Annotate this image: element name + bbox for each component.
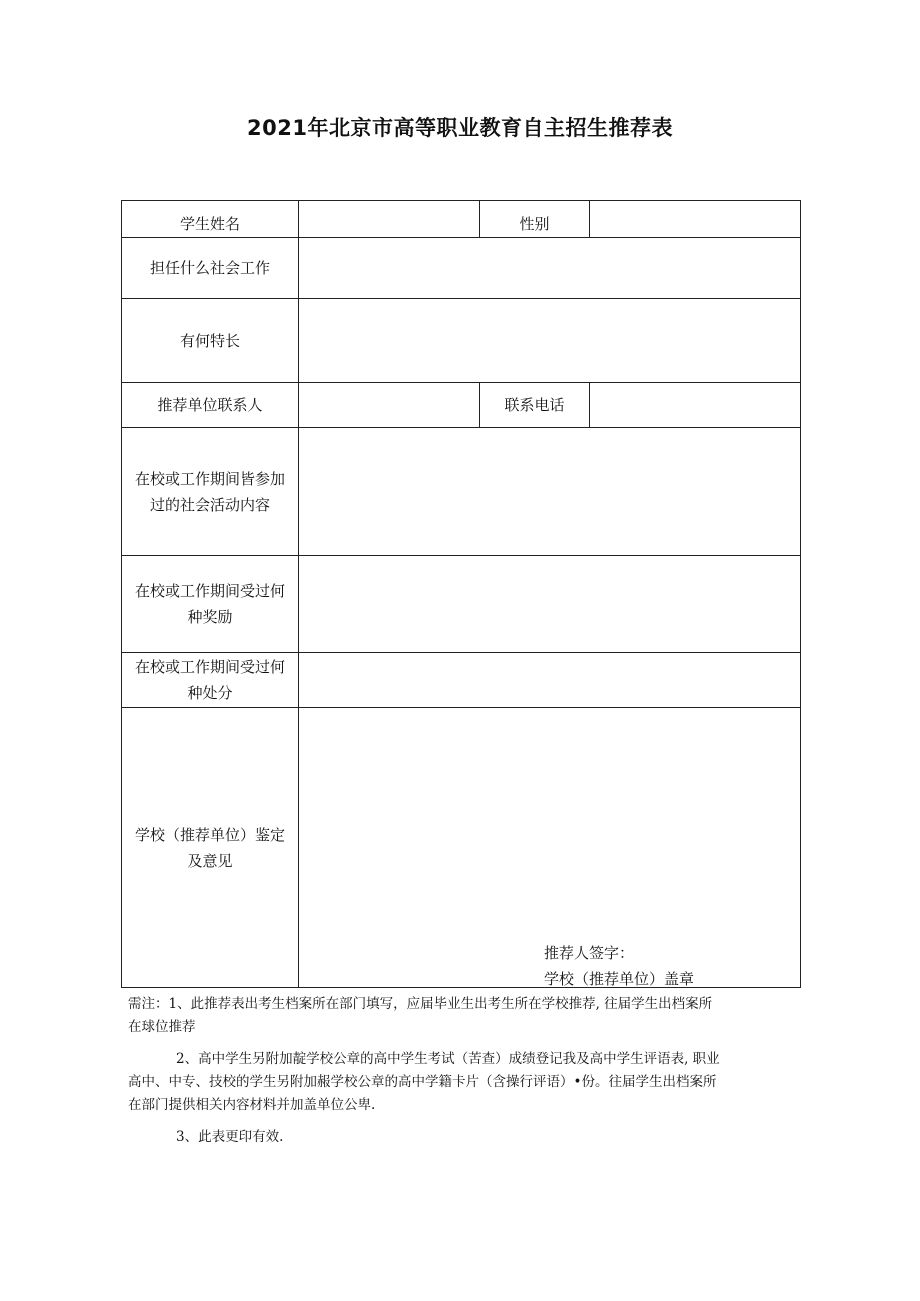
punishment-label-line1: 在校或工作期间受过何	[134, 658, 285, 676]
contact-person-field[interactable]	[299, 383, 480, 428]
seal-label: 学校（推荐单位）盖章	[544, 970, 695, 988]
activities-label-line1: 在校或工作期间皆参加	[134, 469, 285, 488]
specialty-field[interactable]	[299, 299, 801, 383]
notes-section	[128, 993, 818, 1149]
table-row	[122, 556, 801, 653]
specialty-label: 有何特长	[122, 299, 299, 383]
table-row	[122, 238, 801, 299]
gender-label: 性别	[480, 201, 590, 238]
social-work-label: 担任什么社会工作	[122, 238, 299, 299]
activities-label	[122, 428, 299, 556]
note-2-line-1: 2、高中学生另附加靛学校公章的高中学生考试（苦查）成绩登记我及高中学生评语表, 职业	[176, 1051, 720, 1067]
note-1-line-1: 需注：1、此推荐表出考生档案所在部门填写，应届毕业生出考生所在学校推荐, 往届学生出档案所	[128, 996, 713, 1012]
awards-label-line1: 在校或工作期间受过何	[134, 582, 285, 600]
opinion-label-line1: 学校（推荐单位）鉴定	[134, 825, 285, 844]
awards-field[interactable]	[299, 556, 801, 653]
punishment-label	[122, 653, 299, 708]
awards-label	[122, 556, 299, 653]
awards-label-line2: 种奖励	[187, 608, 233, 626]
student-name-label: 学生姓名	[122, 201, 299, 238]
phone-label: 联系电话	[480, 383, 590, 428]
note-2-line-3: 在部门提供相关内容材料并加盖单位公卑.	[128, 1097, 376, 1113]
activities-field[interactable]	[299, 428, 801, 556]
activities-label-line2: 过的社会活动内容	[149, 495, 270, 514]
opinion-label	[122, 708, 299, 988]
opinion-label-line2: 及意见	[187, 851, 233, 870]
gender-field[interactable]	[590, 201, 801, 238]
table-row	[122, 653, 801, 708]
table-row	[122, 299, 801, 383]
recommendation-form-table	[121, 200, 801, 988]
contact-person-label: 推荐单位联系人	[122, 383, 299, 428]
table-row	[122, 708, 801, 988]
social-work-field[interactable]	[299, 238, 801, 299]
punishment-label-line2: 种处分	[187, 684, 233, 702]
note-1-line-2: 在球位推荐	[128, 1019, 196, 1035]
note-3: 3、此表更印有效.	[176, 1129, 284, 1145]
phone-field[interactable]	[590, 383, 801, 428]
table-row	[122, 428, 801, 556]
note-2-line-2: 高中、中专、技校的学生另附加赧学校公章的高中学籍卡片（含操行评语）•份。往届学生出档案所	[128, 1074, 717, 1090]
table-row	[122, 201, 801, 238]
table-row	[122, 383, 801, 428]
student-name-field[interactable]	[299, 201, 480, 238]
punishment-field[interactable]	[299, 653, 801, 708]
signature-label: 推荐人签字：	[544, 944, 635, 962]
page-title: 2021年北京市高等职业教育自主招生推荐表	[247, 116, 673, 140]
opinion-field[interactable]	[299, 708, 801, 988]
